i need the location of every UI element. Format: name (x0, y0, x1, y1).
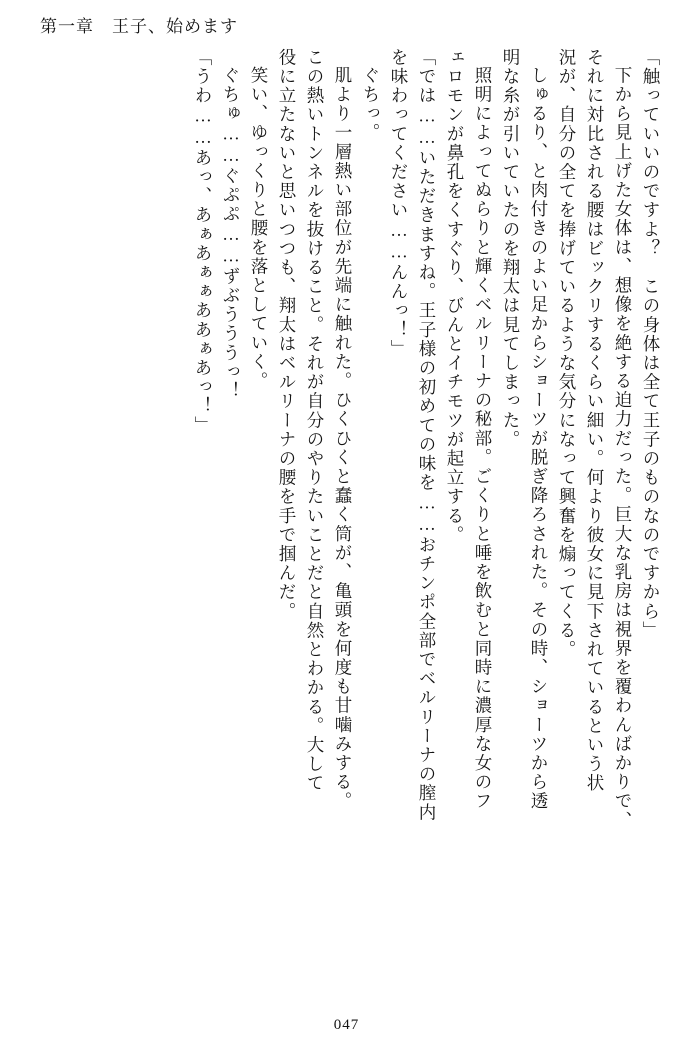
text-column: この熱いトンネルを抜けること。それが自分のやりたいことだと自然とわかる。大して (305, 48, 325, 793)
text-column: それに対比される腰はビックリするくらい細い。何より彼女に見下されているという状 (585, 48, 605, 793)
page-number: 047 (333, 1017, 360, 1033)
text-column: 役に立たないと思いつつも、翔太はベルリーナの腰を手で掴んだ。 (277, 48, 297, 621)
chapter-header: 第一章 王子、始めます (40, 17, 238, 36)
text-column: ぐちゅ……ぐぷぷ……ずぶうううっ！ (221, 66, 241, 401)
text-column: 「では……いただきますね。王子様の初めての味を……おチンポ全部でベルリーナの膣内 (417, 48, 437, 822)
text-column: 「触っていいのですよ？ この身体は全て王子のものなのですから」 (641, 48, 661, 641)
body-text-area (34, 48, 659, 990)
text-column: 笑い、ゆっくりと腰を落としていく。 (249, 66, 269, 391)
text-column: 下から見上げた女体は、想像を絶する迫力だった。巨大な乳房は視界を覆わんばかりで、 (613, 66, 633, 830)
text-column: ぐちっ。 (361, 66, 381, 143)
text-column: 況が、自分の全てを捧げているような気分になって興奮を煽ってくる。 (557, 48, 577, 660)
text-column: 「うわ……あっ、あぁあぁぁああぁあっ！」 (193, 48, 213, 435)
text-column: 肌より一層熱い部位が先端に触れた。ひくひくと蠢く筒が、亀頭を何度も甘噛みする。 (333, 66, 353, 811)
text-column: 照明によってぬらりと輝くベルリーナの秘部。ごくりと唾を飲むと同時に濃厚な女のフ (473, 66, 493, 811)
text-column: を味わってください……んんっ！」 (389, 48, 409, 359)
text-column: 明な糸が引いていたのを翔太は見てしまった。 (501, 48, 521, 450)
text-column: しゅるり、と肉付きのよい足からショーツが脱ぎ降ろされた。その時、ショーツから透 (529, 66, 549, 811)
text-column: ェロモンが鼻孔をくすぐり、びんとイチモツが起立する。 (445, 48, 465, 545)
